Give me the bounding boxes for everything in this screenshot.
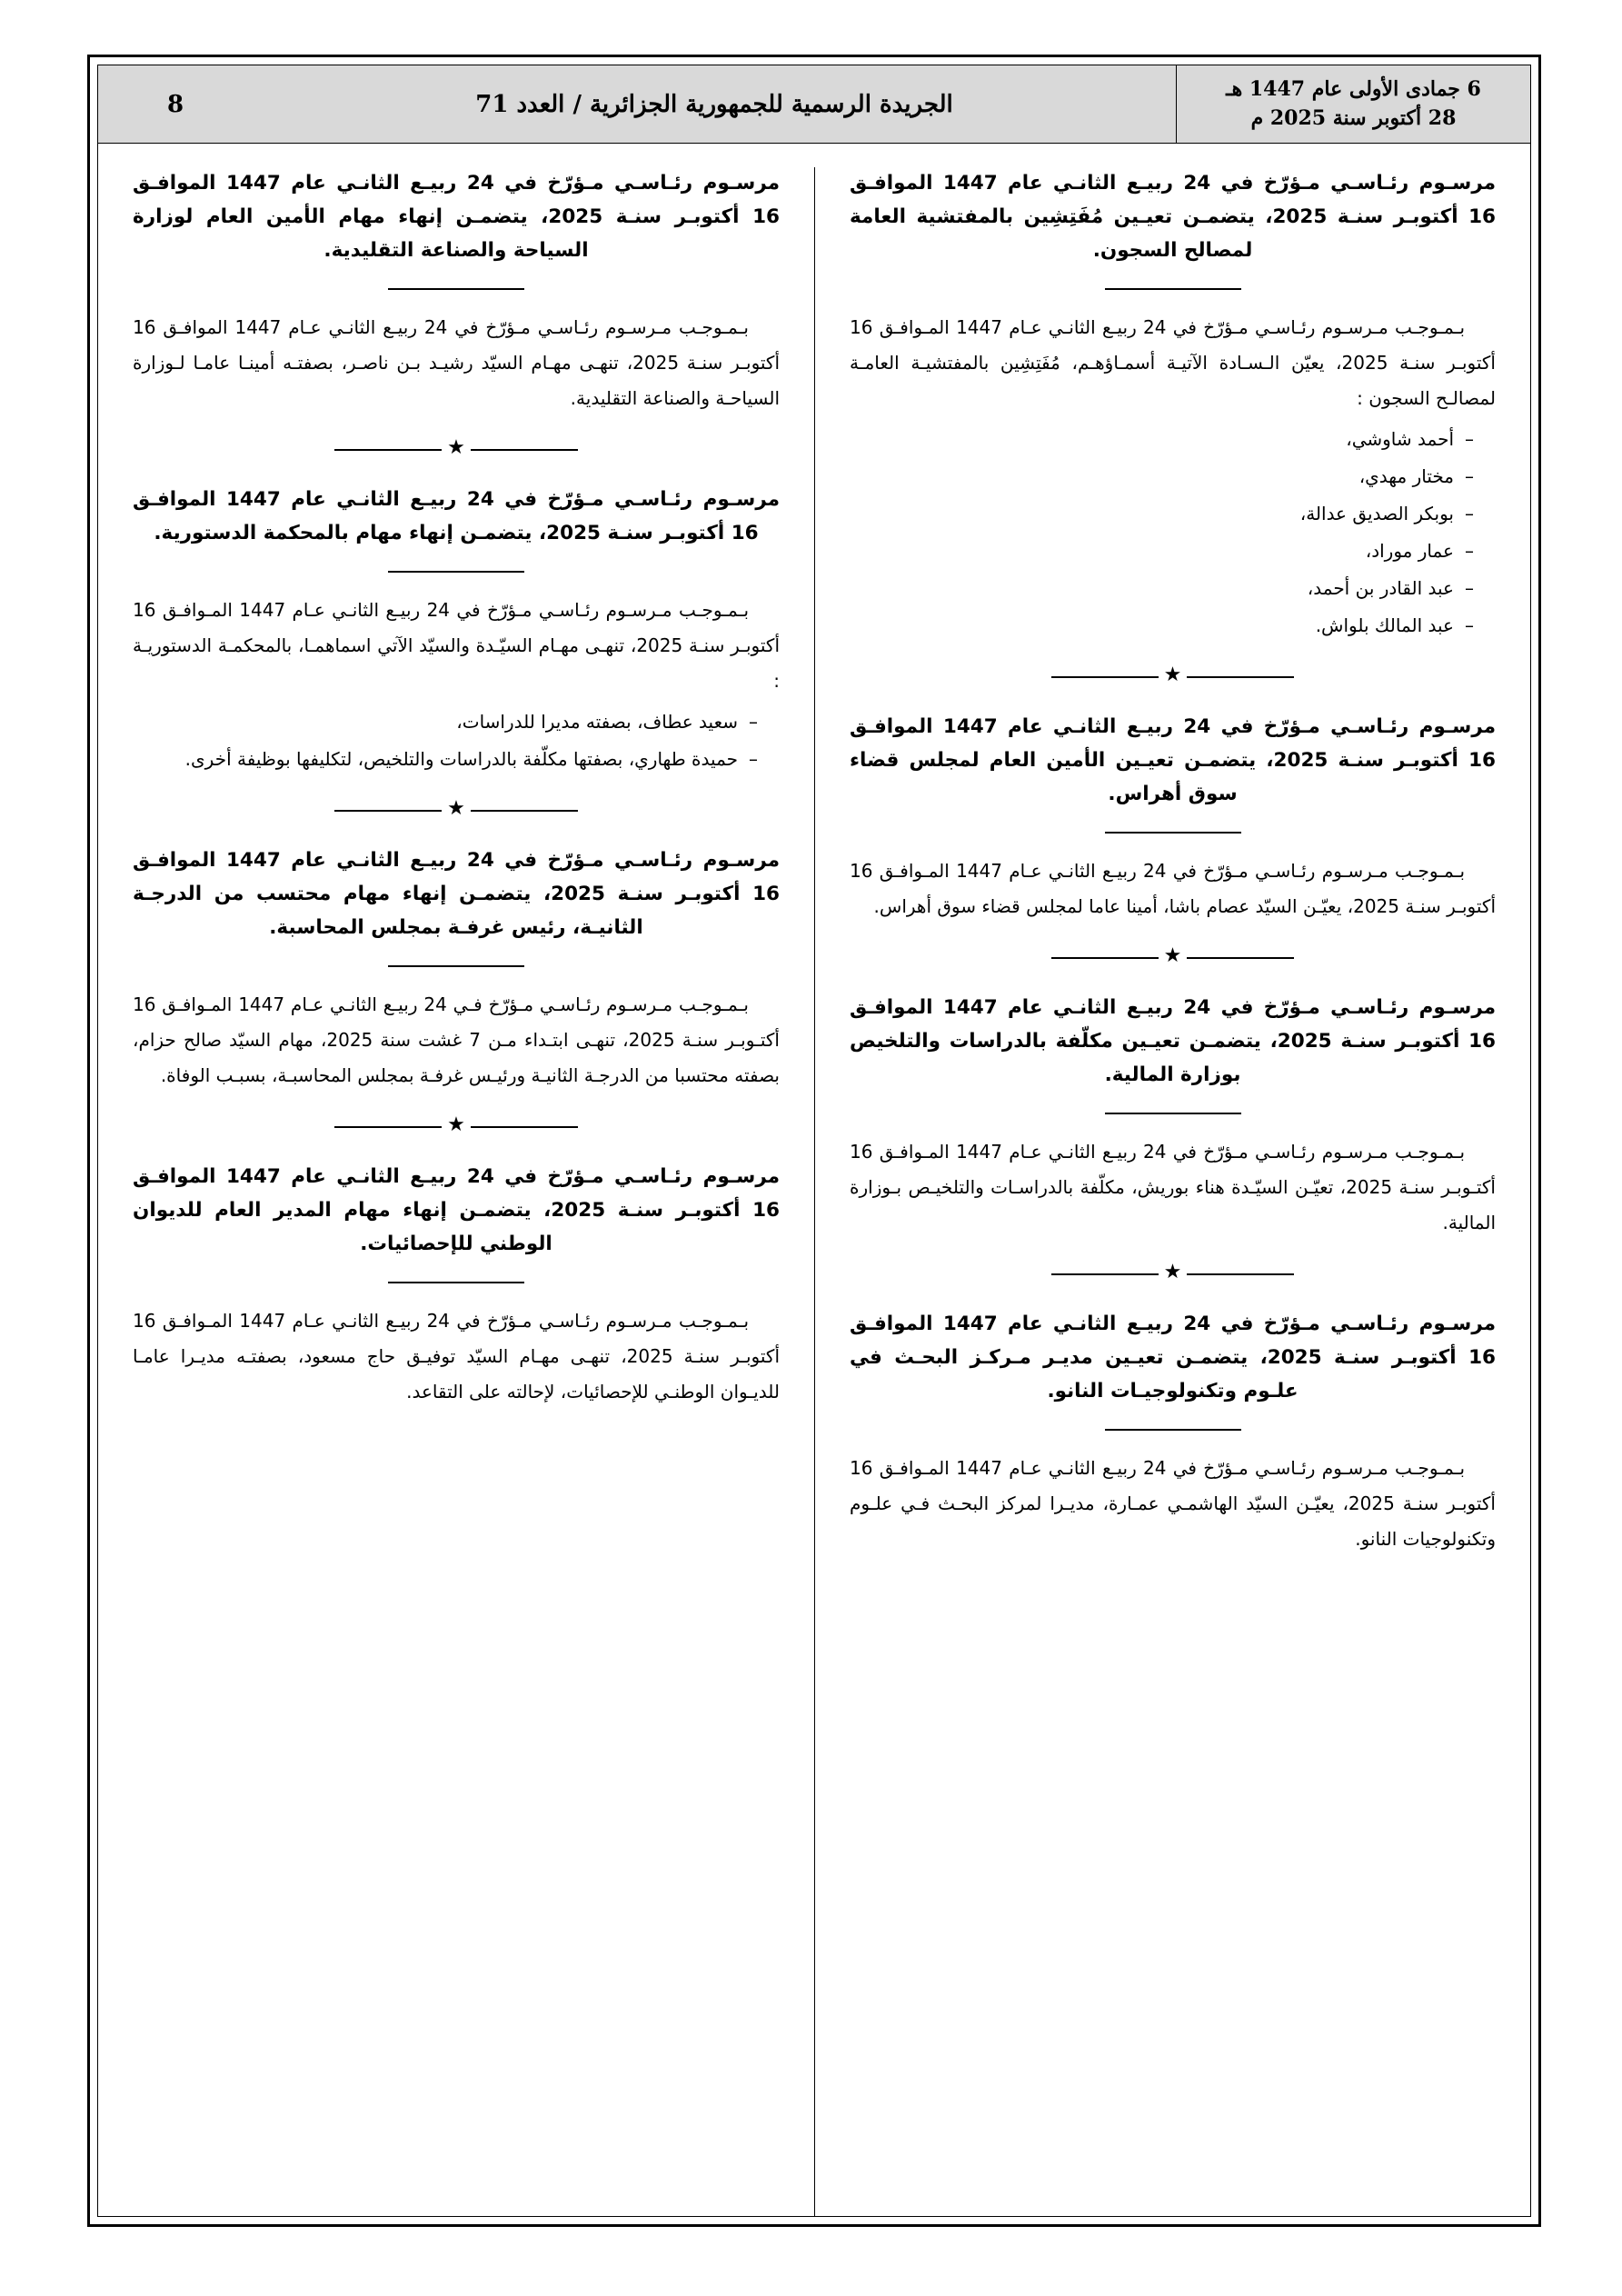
header-journal-title: الجريدة الرسمية للجمهورية الجزائرية / العدد 71 — [475, 90, 953, 118]
decree-block — [133, 844, 780, 1093]
title-rule — [388, 288, 524, 290]
page-header — [98, 65, 1530, 144]
star-icon: ★ — [1163, 663, 1182, 686]
star-icon: ★ — [447, 435, 465, 459]
decree-name-list — [133, 704, 780, 777]
list-item: – سعيد عطاف، بصفته مديرا للدراسات، — [133, 704, 780, 740]
decree-title: مرسـوم رئـاسـي مـؤرّخ في 24 ربيـع الثانـي عام 1447 الموافـق 16 أكتوبـر سنـة 2025، يتضمـن إنهاء مهام محتسب من الدرجـة الثانيـة، رئيس غرفـة بمجلس المحاسبة. — [133, 848, 781, 939]
decree-block — [133, 484, 780, 777]
list-item: – مختار مهدي، — [850, 459, 1496, 494]
separator-line — [1051, 957, 1159, 959]
header-gregorian-date: 28 أكتوبر سنة 2025 م — [1250, 105, 1457, 130]
header-date-block — [1176, 65, 1530, 143]
list-item: – بوبكر الصديق عدالة، — [850, 496, 1496, 532]
separator-line — [334, 810, 442, 812]
separator-line — [1187, 1273, 1294, 1275]
header-page-number: 8 — [166, 90, 184, 118]
decree-paragraph: بـمـوجـب مـرسـوم رئـاسـي مـؤرّخ في 24 ربيـع الثانـي عـام 1447 المـوافـق 16 أكتوبـر سنـة 2025، يعيّـن السيّد الهاشمـي عمـارة، مديـرا لمركز البحـث فـي علـوم وتكنولوجيات النانو. — [850, 1456, 1496, 1550]
separator-line — [1051, 676, 1159, 678]
decree-paragraph: بـمـوجـب مـرسـوم رئـاسـي مـؤرّخ في 24 ربيـع الثانـي عـام 1447 المـوافـق 16 أكتوبـر سنـة 2025، تنهـى مهـام السيّد توفيـق حاج مسعود، بصفتـه مديـرا عامـا للديـوان الوطنـي للإحصائيات، لإحالته على التقاعد. — [133, 1309, 780, 1403]
decree-paragraph: بـمـوجـب مـرسـوم رئـاسـي مـؤرّخ في 24 ربيـع الثانـي عـام 1447 المـوافـق 16 أكتوبـر سنـة 2025، تنهـى مهـام السيّـدة والسيّد الآتي اسماهمـا، بالمحكمـة الدستوريـة : — [133, 598, 780, 692]
decree-title: مرسـوم رئـاسـي مـؤرّخ في 24 ربيـع الثانـي عام 1447 الموافـق 16 أكتوبـر سنـة 2025، يتضمـن تعيـين مُفَتِشِين بالمفتشية العامة لمصالح السجون. — [850, 172, 1496, 262]
decree-title: مرسـوم رئـاسـي مـؤرّخ في 24 ربيـع الثانـي عام 1447 الموافـق 16 أكتوبـر سنـة 2025، يتضمـن تعيـين الأمين العام لمجلس قضاء سوق أهراس. — [850, 714, 1496, 805]
separator-line — [1187, 676, 1294, 678]
journal-page — [87, 55, 1541, 2227]
column-left — [98, 167, 814, 2216]
decree-block — [850, 992, 1496, 1241]
title-rule — [1105, 1113, 1241, 1114]
two-column-body — [98, 144, 1530, 2216]
title-rule — [1105, 1429, 1241, 1431]
decree-paragraph: بـمـوجـب مـرسـوم رئـاسـي مـؤرّخ فـي 24 ربيـع الثانـي عـام 1447 المـوافـق 16 أكتـوبـر سنـة 2025، تنهـى ابتـداء مـن 7 غشت سنة 2025، مهام السيّد صالح حزام، بصفته محتسبا من الدرجـة الثانيـة ورئيـس غرفـة بمجلس المحاسبـة، بسبـب الوفاة. — [133, 993, 780, 1086]
decree-title: مرسـوم رئـاسـي مـؤرّخ في 24 ربيـع الثانـي عام 1447 الموافـق 16 أكتوبـر سنـة 2025، يتضمـن إنهاء مهام بالمحكمة الدستورية. — [133, 487, 781, 544]
list-item: – عبد المالك بلواش. — [850, 608, 1496, 644]
decree-title: مرسـوم رئـاسـي مـؤرّخ في 24 ربيـع الثانـي عام 1447 الموافـق 16 أكتوبـر سنـة 2025، يتضمـن تعيـين مكلّفة بالدراسات والتلخيص بوزارة المالية. — [850, 995, 1497, 1086]
decree-paragraph: بـمـوجـب مـرسـوم رئـاسـي مـؤرّخ في 24 ربيـع الثانـي عـام 1447 المـوافـق 16 أكتوبـر سنـة 2025، يعيّن الـسـادة الآتيـة أسمـاؤهـم، مُفَتِشِين بالمفتشيـة العامـة لمصالـح السجون : — [850, 315, 1496, 409]
decree-name-list — [850, 422, 1496, 644]
star-icon: ★ — [447, 1113, 465, 1136]
list-item: – عمار موراد، — [850, 534, 1496, 569]
star-icon: ★ — [447, 796, 465, 820]
decree-paragraph: بـمـوجـب مـرسـوم رئـاسـي مـؤرّخ في 24 ربيـع الثانـي عـام 1447 الموافـق 16 أكتوبـر سنـة 2025، تنهـى مهـام السيّد رشيـد بـن ناصـر، بصفتـه أمينـا عامـا لـوزارة السياحـة والصناعة التقليدية. — [133, 315, 781, 409]
title-rule — [388, 571, 524, 573]
separator-line — [471, 1126, 578, 1128]
section-separator — [850, 943, 1496, 968]
section-separator — [850, 663, 1496, 687]
decree-block — [850, 167, 1496, 644]
title-rule — [1105, 288, 1241, 290]
separator-line — [1051, 1273, 1159, 1275]
list-item: – عبد القادر بن أحمد، — [850, 571, 1496, 606]
column-right — [814, 167, 1530, 2216]
separator-line — [471, 810, 578, 812]
decree-title: مرسـوم رئـاسـي مـؤرّخ في 24 ربيـع الثانـي عام 1447 الموافـق 16 أكتوبـر سنـة 2025، يتضمـن تعيـين مديـر مـركـز البحـث في علـوم وتكنولوجيـات النانو. — [850, 1312, 1497, 1403]
list-item: – حميدة طهاري، بصفتها مكلّفة بالدراسات والتلخيص، لتكليفها بوظيفة أخرى. — [133, 742, 780, 777]
separator-line — [471, 449, 578, 451]
separator-line — [334, 449, 442, 451]
decree-block — [133, 1161, 780, 1410]
list-item: – أحمد شاوشي، — [850, 422, 1496, 457]
title-rule — [388, 1282, 524, 1283]
section-separator — [133, 435, 780, 460]
page-inner-border — [97, 65, 1531, 2217]
decree-paragraph: بـمـوجـب مـرسـوم رئـاسـي مـؤرّخ في 24 ربيـع الثانـي عـام 1447 المـوافـق 16 أكتوبـر سنـة 2025، يعيّـن السيّد عصام باشا، أمينا عاما لمجلس قضاء سوق أهراس. — [850, 859, 1496, 917]
section-separator — [133, 796, 780, 821]
decree-block — [850, 1308, 1496, 1557]
decree-block — [850, 711, 1496, 924]
star-icon: ★ — [1163, 1260, 1182, 1283]
star-icon: ★ — [1163, 943, 1182, 967]
header-hijri-date: 6 جمادى الأولى عام 1447 هـ — [1226, 76, 1481, 101]
decree-paragraph: بـمـوجـب مـرسـوم رئـاسـي مـؤرّخ في 24 ربيـع الثانـي عـام 1447 المـوافـق 16 أكتـوبـر سنـة 2025، تعيّـن السيّـدة هناء بوريش، مكلّفة بالدراسـات والتلخيـص بـوزارة المالية. — [850, 1140, 1496, 1233]
title-rule — [1105, 832, 1241, 834]
separator-line — [334, 1126, 442, 1128]
separator-line — [1187, 957, 1294, 959]
decree-block — [133, 167, 780, 416]
title-rule — [388, 965, 524, 967]
section-separator — [850, 1260, 1496, 1284]
decree-title: مرسـوم رئـاسـي مـؤرّخ في 24 ربيـع الثانـي عام 1447 الموافـق 16 أكتوبـر سنـة 2025، يتضمـن إنهاء مهام الأمين العام لوزارة السياحة والصناعة التقليدية. — [133, 172, 781, 262]
section-separator — [133, 1113, 780, 1137]
decree-title: مرسـوم رئـاسـي مـؤرّخ في 24 ربيـع الثانـي عام 1447 الموافـق 16 أكتوبـر سنـة 2025، يتضمـن إنهاء مهام المدير العام للديوان الوطني للإحصائيات. — [133, 1164, 781, 1255]
